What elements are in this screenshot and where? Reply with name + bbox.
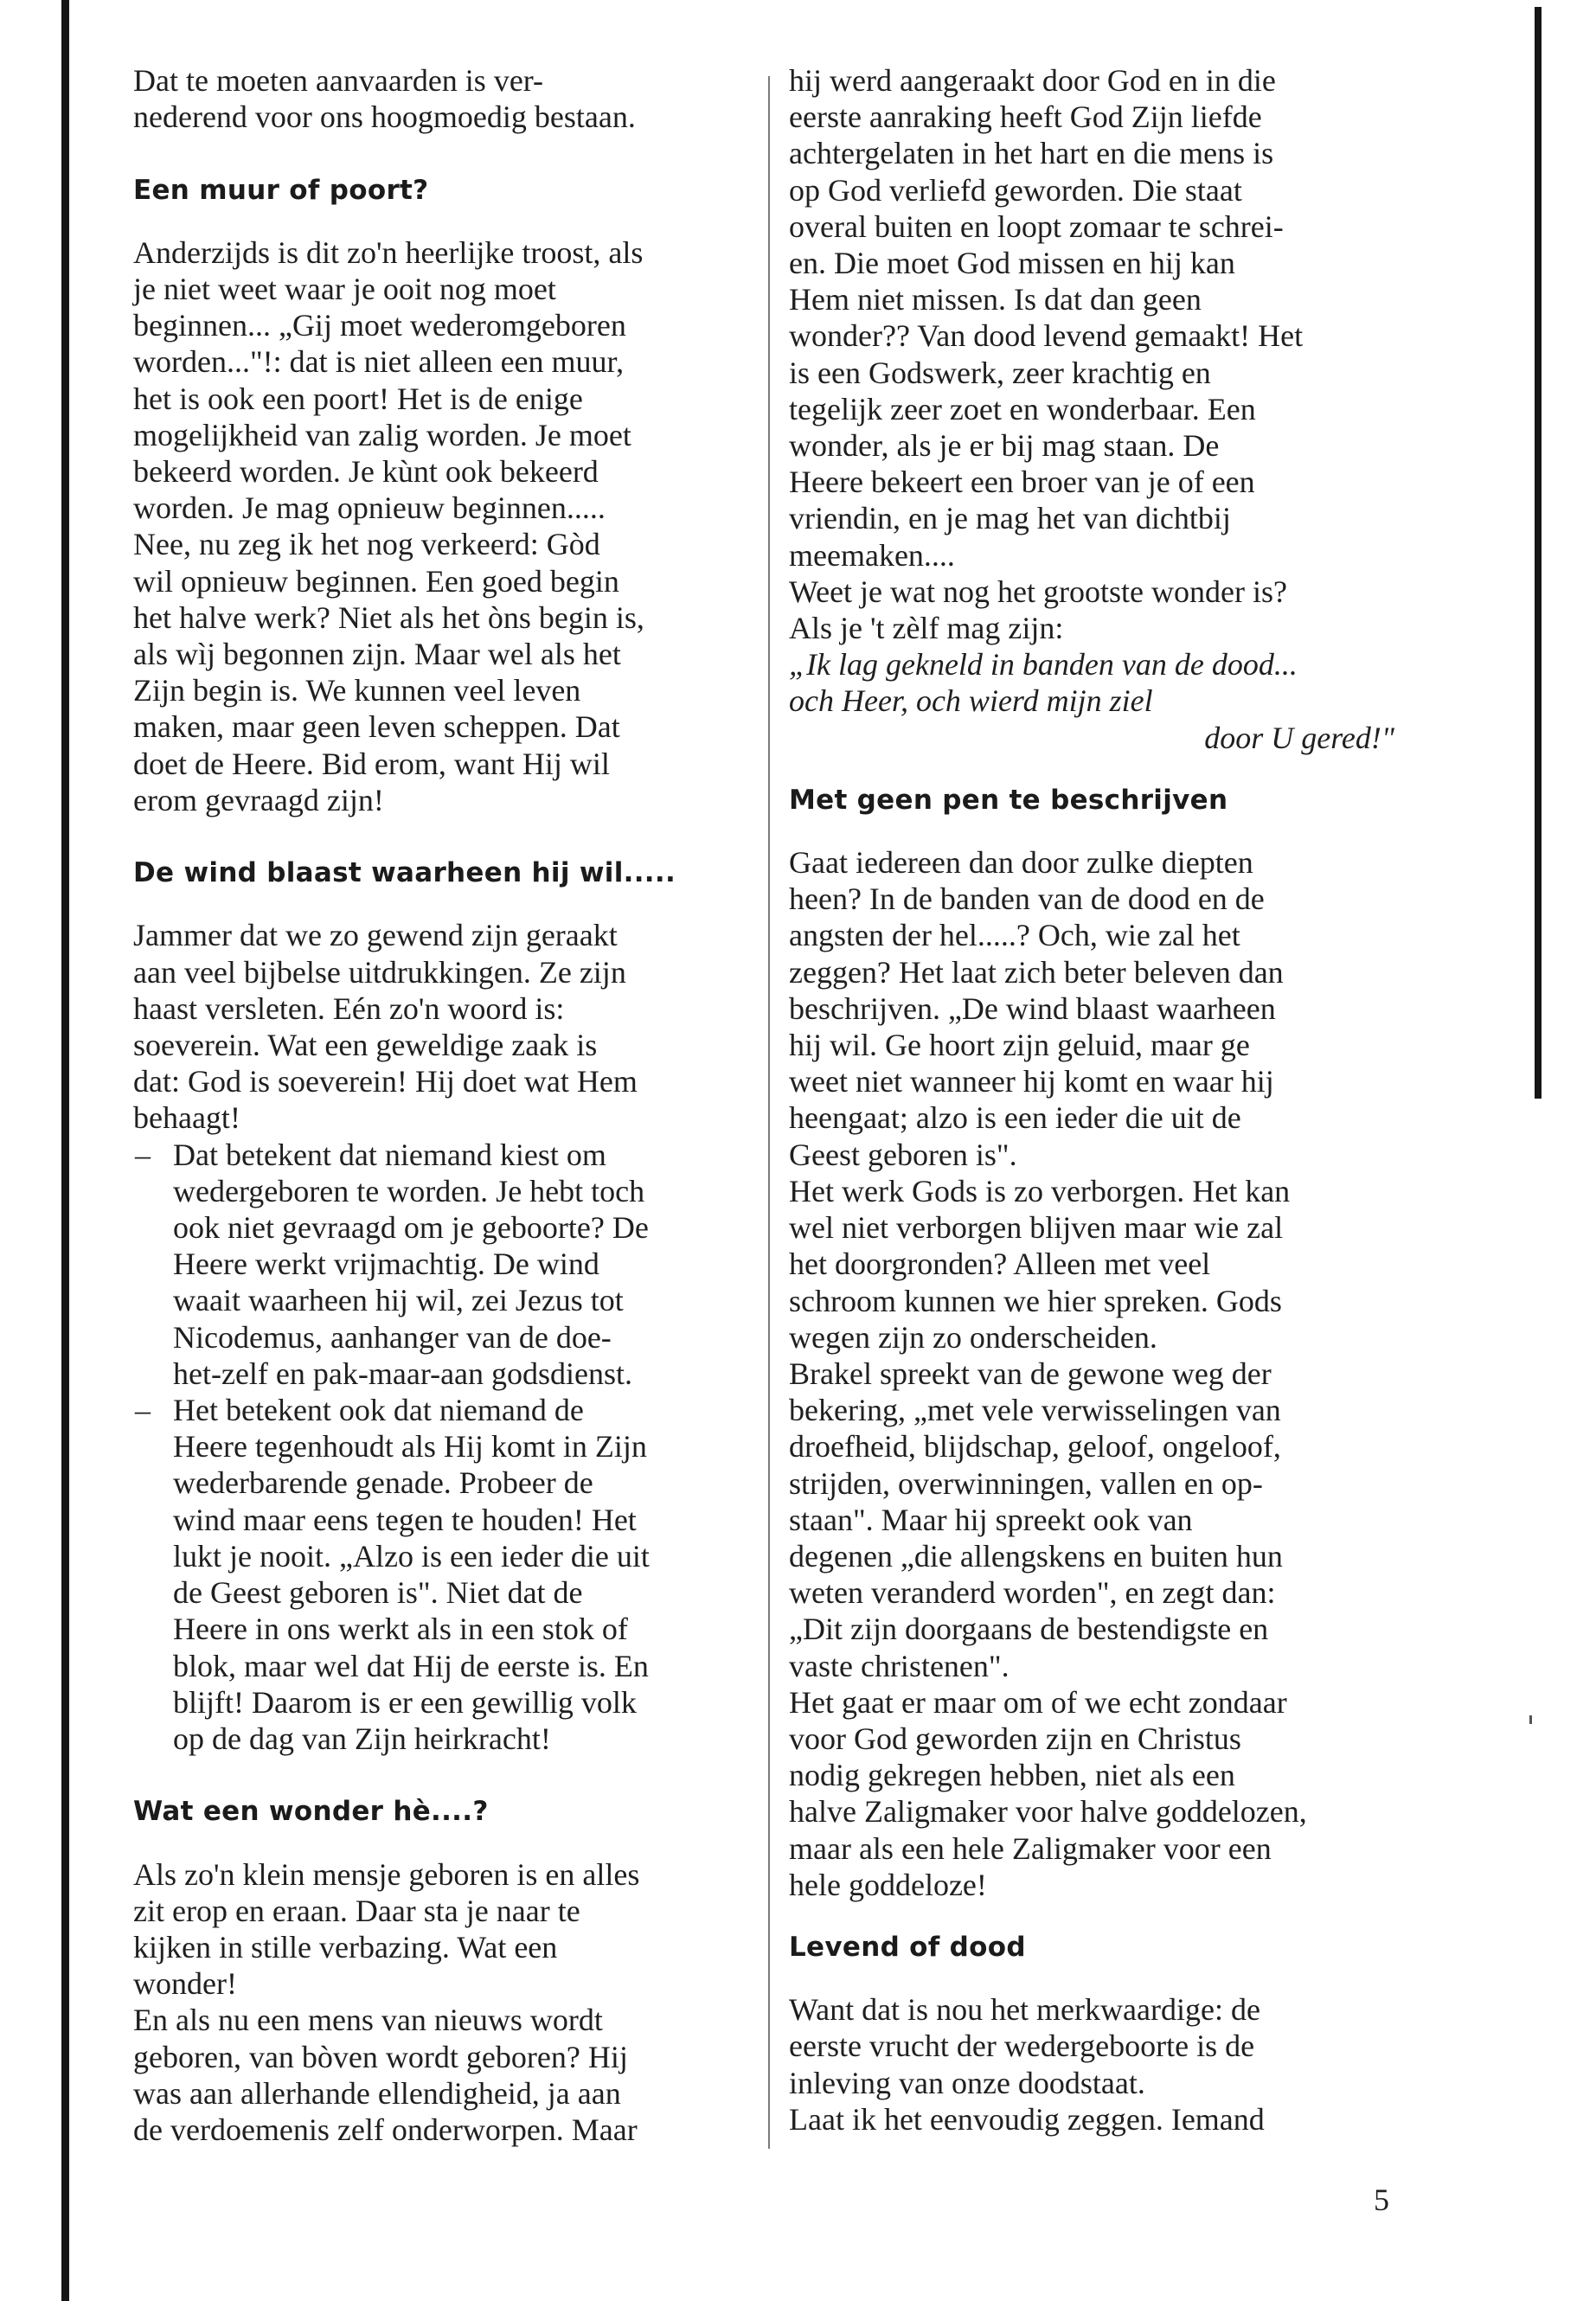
text-line: vaste christenen". (789, 1648, 1010, 1683)
text-line: beginnen... „Gij moet wederomgeboren (133, 308, 626, 343)
text-line: voor God geworden zijn en Christus (789, 1721, 1241, 1756)
text-line: maar als een hele Zaligmaker voor een (789, 1830, 1272, 1866)
left-column (133, 62, 760, 2148)
quote-line: door U gered!" (1204, 720, 1394, 755)
text-line: wel niet verborgen blijven maar wie zal (789, 1210, 1284, 1246)
text-line: doet de Heere. Bid erom, want Hij wil (133, 746, 610, 781)
text-line: Het werk Gods is zo verborgen. Het kan (789, 1173, 1291, 1208)
text-line: de verdoemenis zelf onderworpen. Maar (133, 2112, 638, 2147)
text-line: angsten der hel.....? Och, wie zal het (789, 918, 1240, 953)
column-divider (768, 76, 770, 2149)
text-line: inleving van onze doodstaat. (789, 2065, 1145, 2100)
intro-paragraph (133, 62, 760, 135)
text-line: heengaat; alzo is een ieder die uit de (789, 1100, 1241, 1136)
text-line: wind maar eens tegen te houden! Het (173, 1502, 637, 1537)
text-line: Heere tegenhoudt als Hij komt in Zijn (173, 1429, 647, 1465)
paragraph (789, 1991, 1429, 2138)
text-line: aan veel bijbelse uitdrukkingen. Ze zijn (133, 954, 626, 990)
text-line: wonder?? Van dood levend gemaakt! Het (789, 318, 1304, 354)
quote-line: och Heer, och wierd mijn ziel (789, 683, 1153, 719)
text-line: – Het betekent ook dat niemand de (173, 1393, 584, 1428)
text-line: eerste aanraking heeft God Zijn liefde (789, 99, 1262, 135)
text-line: en. Die moet God missen en hij kan (789, 246, 1235, 281)
text-line: haast versleten. Eén zo'n woord is: (133, 990, 565, 1026)
text-line: maken, maar geen leven scheppen. Dat (133, 709, 620, 745)
text-line: Brakel spreekt van de gewone weg der (789, 1356, 1272, 1391)
text-line: halve Zaligmaker voor halve goddelozen, (789, 1794, 1307, 1830)
paragraph (789, 62, 1429, 646)
text-line: Als zo'n klein mensje geboren is en alles (133, 1856, 640, 1892)
text-line: Anderzijds is dit zo'n heerlijke troost, als (133, 234, 644, 270)
paragraph (133, 917, 760, 1136)
dash-list-item (133, 1392, 760, 1757)
section-heading: Levend of dood (789, 1931, 1026, 1963)
text-line: Het gaat er maar om of we echt zondaar (789, 1684, 1287, 1720)
text-line: soeverein. Wat een geweldige zaak is (133, 1028, 598, 1063)
text-line: Als je 't zèlf mag zijn: (789, 611, 1064, 646)
paragraph (133, 234, 760, 818)
text-line: schroom kunnen we hier spreken. Gods (789, 1283, 1282, 1318)
text-line: wonder! (133, 1966, 237, 2002)
page-binding-edge-right (1535, 7, 1542, 1099)
text-line: worden..."!: dat is niet alleen een muur, (133, 344, 625, 380)
text-line: En als nu een mens van nieuws wordt (133, 2003, 603, 2038)
paragraph (133, 1856, 760, 2149)
text-line: erom gevraagd zijn! (133, 782, 384, 817)
text-line: Jammer dat we zo gewend zijn geraakt (133, 918, 618, 953)
text-line: vriendin, en je mag het van dichtbij (789, 501, 1231, 536)
text-line: als wìj begonnen zijn. Maar wel als het (133, 637, 621, 672)
text-line: Nicodemus, aanhanger van de doe- (173, 1319, 612, 1355)
text-line: kijken in stille verbazing. Wat een (133, 1929, 558, 1965)
text-line: mogelijkheid van zalig worden. Je moet (133, 417, 631, 452)
text-line: tegelijk zeer zoet en wonderbaar. Een (789, 391, 1256, 426)
quote-line: „Ik lag gekneld in banden van de dood... (789, 647, 1298, 683)
text-line: Geest geboren is". (789, 1137, 1017, 1172)
text-line: overal buiten en loopt zomaar te schrei- (789, 208, 1284, 244)
text-line: Dat te moeten aanvaarden is ver- (133, 63, 544, 98)
text-line: blijft! Daarom is er een gewillig volk (173, 1684, 637, 1720)
text-line: blok, maar wel dat Hij de eerste is. En (173, 1648, 649, 1683)
text-line: hij werd aangeraakt door God en in die (789, 63, 1276, 98)
text-line: meemaken.... (789, 537, 955, 573)
section-heading: Wat een wonder hè....? (133, 1796, 489, 1828)
text-line: beschrijven. „De wind blaast waarheen (789, 990, 1276, 1026)
text-line: Heere in ons werkt als in een stok of (173, 1612, 628, 1647)
text-line: eerste vrucht der wedergeboorte is de (789, 2029, 1255, 2064)
text-line: heen? In de banden van de dood en de (789, 881, 1265, 917)
text-line: Nee, nu zeg ik het nog verkeerd: Gòd (133, 527, 600, 562)
page-number: 5 (1374, 2182, 1389, 2217)
text-line: is een Godswerk, zeer krachtig en (789, 355, 1211, 390)
text-line: het doorgronden? Alleen met veel (789, 1247, 1211, 1282)
text-line: „Dit zijn doorgaans de bestendigste en (789, 1612, 1269, 1647)
text-line: waait waarheen hij wil, zei Jezus tot (173, 1283, 624, 1318)
text-line: wegen zijn zo onderscheiden. (789, 1319, 1157, 1355)
text-line: dat: God is soeverein! Hij doet wat Hem (133, 1064, 638, 1099)
text-line: Heere bekeert een broer van je of een (789, 465, 1255, 500)
text-line: wil opnieuw beginnen. Een goed begin (133, 563, 619, 599)
text-line: Heere werkt vrijmachtig. De wind (173, 1247, 599, 1282)
text-line: worden. Je mag opnieuw beginnen..... (133, 490, 606, 526)
text-line: de Geest geboren is". Niet dat de (173, 1575, 583, 1611)
right-column (789, 62, 1429, 2138)
text-line: Gaat iedereen dan door zulke diepten (789, 845, 1253, 881)
text-line: degenen „die allengskens en buiten hun (789, 1538, 1283, 1574)
text-line: staan". Maar hij spreekt ook van (789, 1502, 1193, 1537)
text-line: zeggen? Het laat zich beter beleven dan (789, 954, 1284, 990)
section-heading: Een muur of poort? (133, 174, 429, 206)
text-line: op de dag van Zijn heirkracht! (173, 1721, 551, 1756)
verse-quote (789, 646, 1429, 756)
paragraph (789, 844, 1429, 1903)
text-line: bekeerd worden. Je kùnt ook bekeerd (133, 454, 599, 490)
text-line: Zijn begin is. We kunnen veel leven (133, 673, 581, 708)
text-line: het-zelf en pak-maar-aan godsdienst. (173, 1356, 633, 1391)
text-line: het halve werk? Niet als het òns begin is, (133, 599, 644, 635)
text-line: wederbarende genade. Probeer de (173, 1465, 593, 1501)
text-line: het is ook een poort! Het is de enige (133, 381, 583, 416)
text-line: wedergeboren te worden. Je hebt toch (173, 1173, 645, 1208)
text-line: op God verliefd geworden. Die staat (789, 172, 1242, 208)
text-line: bekering, „met vele verwisselingen van (789, 1393, 1281, 1428)
dash-list-item (133, 1137, 760, 1392)
text-line: geboren, van bòven wordt geboren? Hij (133, 2039, 628, 2074)
text-line: behaagt! (133, 1100, 240, 1136)
text-line: weten veranderd worden", en zegt dan: (789, 1575, 1276, 1611)
text-line: lukt je nooit. „Alzo is een ieder die uit (173, 1538, 650, 1574)
text-line: – Dat betekent dat niemand kiest om (173, 1137, 606, 1172)
text-line: weet niet wanneer hij komt en waar hij (789, 1064, 1274, 1099)
section-heading: Met geen pen te beschrijven (789, 784, 1228, 816)
text-line: droefheid, blijdschap, geloof, ongeloof, (789, 1429, 1281, 1465)
text-line: Hem niet missen. Is dat dan geen (789, 282, 1202, 317)
text-line: strijden, overwinningen, vallen en op- (789, 1465, 1263, 1501)
page-binding-edge-left (61, 0, 69, 2301)
text-line: hij wil. Ge hoort zijn geluid, maar ge (789, 1028, 1250, 1063)
text-line: hele goddeloze! (789, 1867, 987, 1902)
text-line: Laat ik het eenvoudig zeggen. Iemand (789, 2101, 1265, 2137)
section-heading: De wind blaast waarheen hij wil..... (133, 857, 676, 889)
text-line: je niet weet waar je ooit nog moet (133, 272, 556, 306)
scan-speck (1529, 1715, 1532, 1724)
text-line: achtergelaten in het hart en die mens is (789, 136, 1274, 171)
text-line: nederend voor ons hoogmoedig bestaan. (133, 99, 636, 135)
text-line: zit erop en eraan. Daar sta je naar te (133, 1893, 580, 1928)
text-line: wonder, als je er bij mag staan. De (789, 428, 1220, 464)
text-line: was aan allerhande ellendigheid, ja aan (133, 2075, 621, 2111)
text-line: ook niet gevraagd om je geboorte? De (173, 1210, 649, 1246)
text-line: nodig gekregen hebben, niet als een (789, 1758, 1235, 1793)
text-line: Want dat is nou het merkwaardige: de (789, 1992, 1260, 2028)
text-line: Weet je wat nog het grootste wonder is? (789, 574, 1287, 609)
